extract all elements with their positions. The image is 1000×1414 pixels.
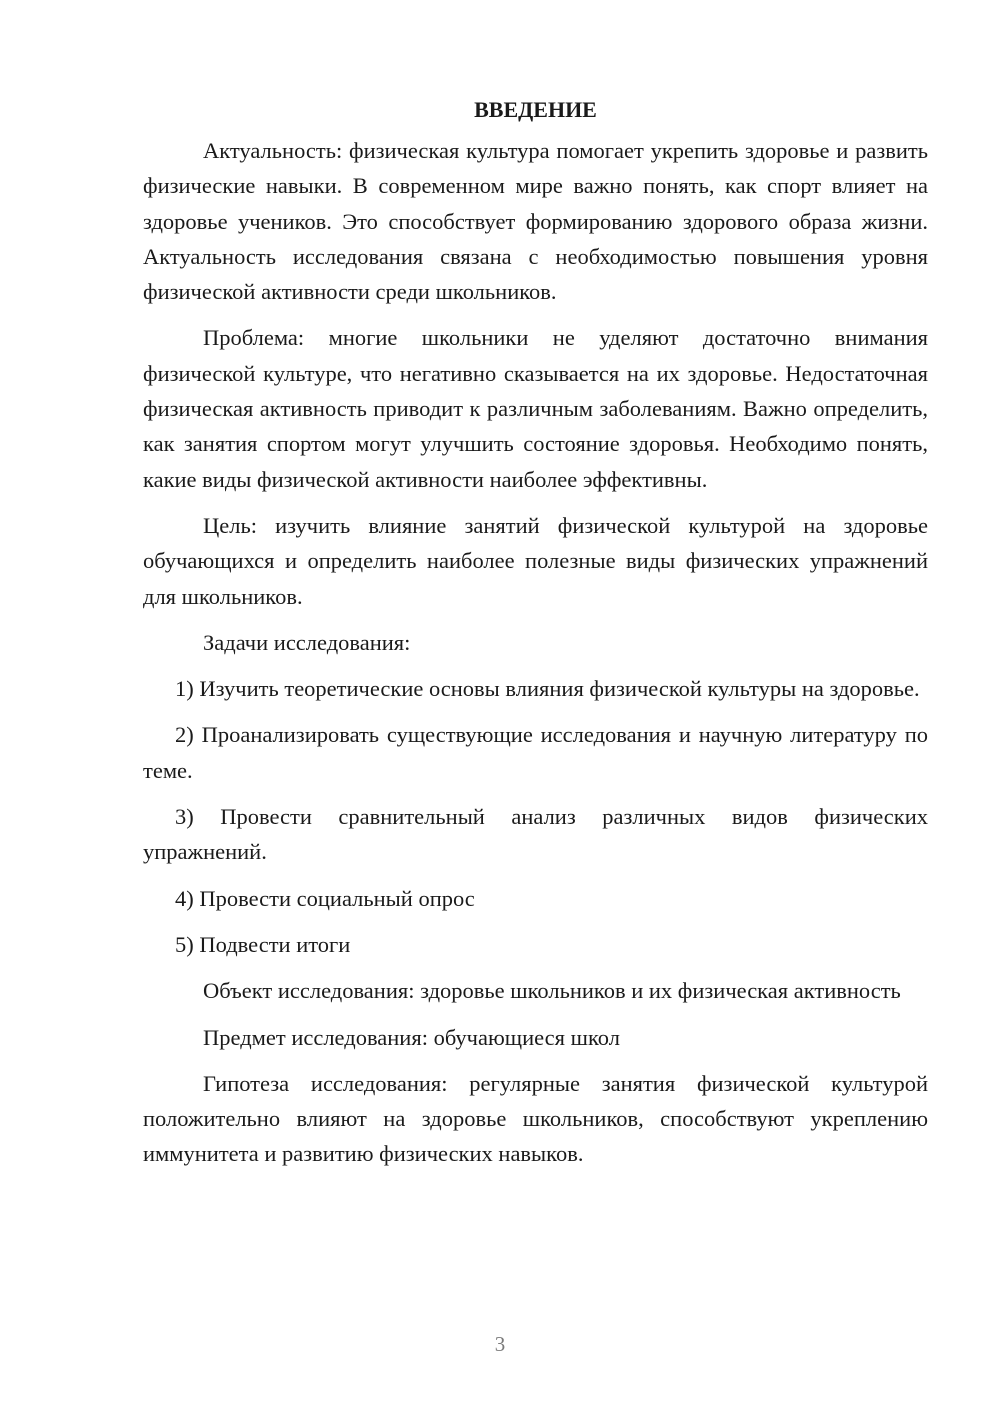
paragraph-problem: Проблема: многие школьники не уделяют достаточно внимания физической культуре, что негативно сказывается на их здоровье. Недостаточная физическая активность приводит к различным заболеваниям. Важно определить, как занятия спортом могут улучшить состояние здоровья. Необходимо понять, какие виды физической активности наиболее эффективны. [143, 325, 928, 492]
list-item-task-2: 2) Проанализировать существующие исследования и научную литературу по теме. [143, 722, 928, 783]
paragraph-object: Объект исследования: здоровье школьников и их физическая активность [203, 978, 901, 1004]
document-title: ВВЕДЕНИЕ [474, 97, 597, 122]
list-item-task-5: 5) Подвести итоги [175, 931, 351, 957]
list-item-task-4: 4) Провести социальный опрос [175, 885, 475, 911]
list-item-task-3: 3) Провести сравнительный анализ различных видов физических упражнений. [143, 804, 928, 865]
document-page [143, 93, 928, 1183]
paragraph-hypothesis: Гипотеза исследования: регулярные занятия физической культурой положительно влияют на здоровье школьников, способствуют укреплению иммунитета и развитию физических навыков. [143, 1070, 928, 1167]
paragraph-tasks-heading: Задачи исследования: [203, 629, 411, 655]
paragraph-goal: Цель: изучить влияние занятий физической культурой на здоровье обучающихся и определить наиболее полезные виды физических упражнений для школьников. [143, 512, 928, 609]
paragraph-subject: Предмет исследования: обучающиеся школ [203, 1024, 620, 1050]
list-item-task-1: 1) Изучить теоретические основы влияния физической культуры на здоровье. [175, 676, 920, 702]
page-number: 3 [494, 1332, 506, 1356]
paragraph-relevance: Актуальность: физическая культура помогает укрепить здоровье и развить физические навыки. В современном мире важно понять, как спорт влияет на здоровье учеников. Это способствует формированию здорового образа жизни. Актуальность исследования связана с необходимостью повышения уровня физической активности среди школьников. [143, 138, 928, 305]
